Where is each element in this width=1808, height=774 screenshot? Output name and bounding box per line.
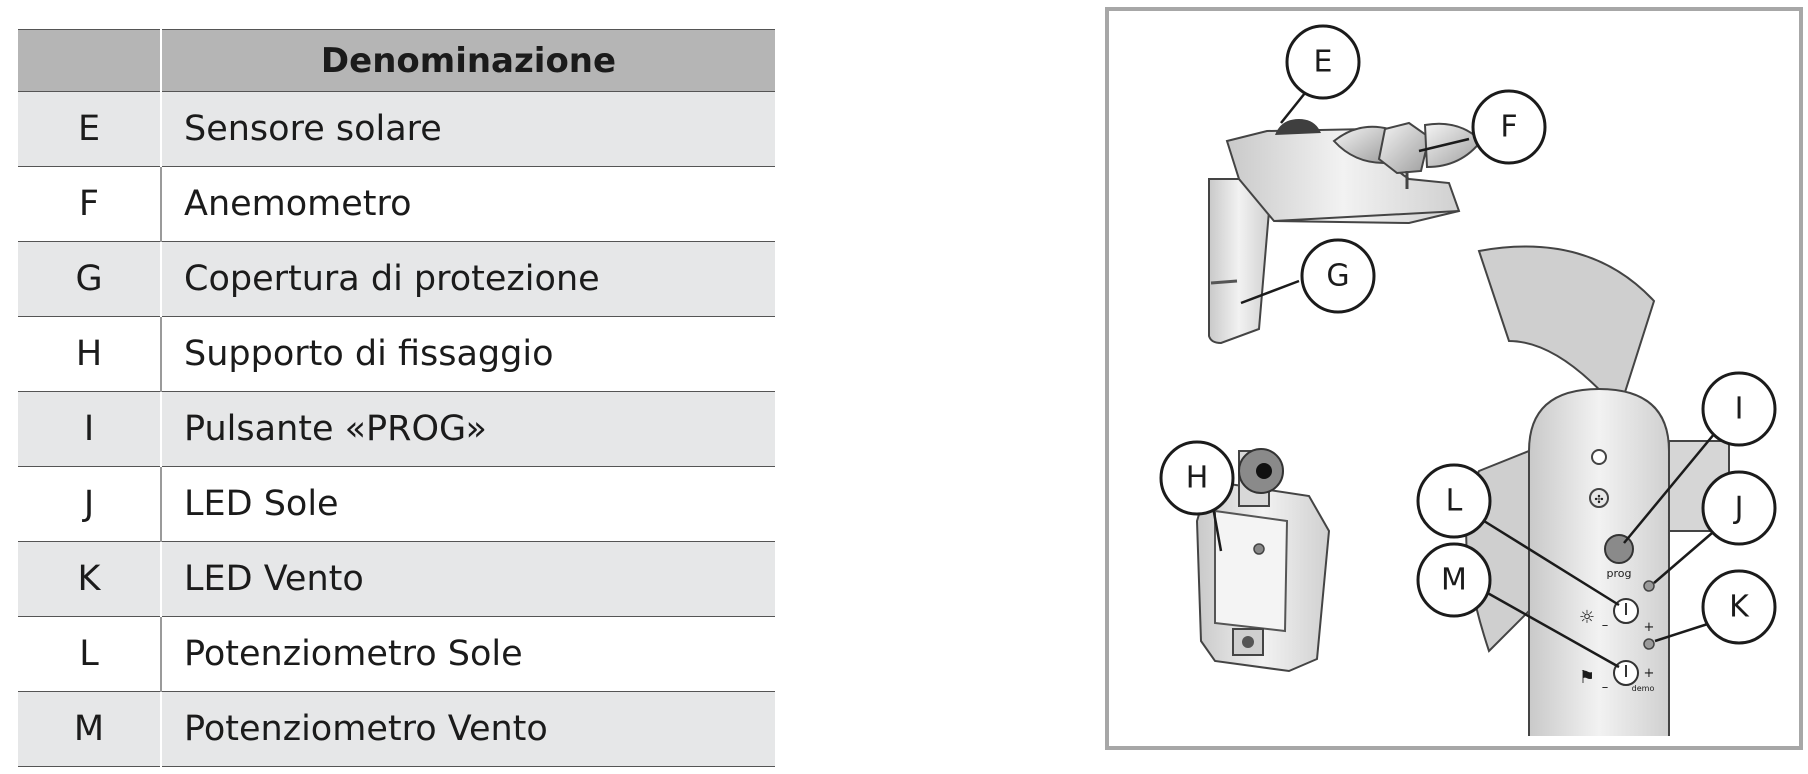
table-row xyxy=(18,692,775,767)
row-label: Potenziometro Sole xyxy=(161,617,775,692)
led-sun xyxy=(1644,581,1654,591)
callout-K xyxy=(1703,571,1775,643)
callout-M xyxy=(1418,544,1490,616)
led-wind xyxy=(1644,639,1654,649)
svg-text:H: H xyxy=(1185,460,1209,496)
row-key: E xyxy=(18,92,161,167)
sun-plus-sign: + xyxy=(1643,620,1655,635)
callout-G xyxy=(1302,240,1374,312)
svg-text:G: G xyxy=(1326,258,1350,294)
row-label: Potenziometro Vento xyxy=(161,692,775,767)
table-row xyxy=(18,617,775,692)
callout-E xyxy=(1287,26,1359,98)
table-row xyxy=(18,542,775,617)
svg-text:F: F xyxy=(1500,109,1518,145)
svg-text:J: J xyxy=(1734,490,1744,526)
device-illustration xyxy=(1105,7,1803,750)
table-row xyxy=(18,467,775,542)
table-row xyxy=(18,392,775,467)
svg-text:L: L xyxy=(1445,483,1463,519)
row-label: Anemometro xyxy=(161,167,775,242)
wind-minus-sign: – xyxy=(1601,680,1609,695)
sun-icon: ☼ xyxy=(1578,607,1596,628)
header-key xyxy=(18,30,161,92)
row-key: M xyxy=(18,692,161,767)
table-row xyxy=(18,242,775,317)
legend-table xyxy=(18,29,775,767)
device-diagram xyxy=(1109,11,1799,746)
prog-button xyxy=(1605,535,1633,563)
callout-I xyxy=(1703,373,1775,445)
row-label: Copertura di protezione xyxy=(161,242,775,317)
row-label: Pulsante «PROG» xyxy=(161,392,775,467)
table-header-row xyxy=(18,30,775,92)
sun-minus-sign: – xyxy=(1601,618,1609,633)
svg-text:E: E xyxy=(1313,44,1333,80)
table-row xyxy=(18,167,775,242)
row-key: G xyxy=(18,242,161,317)
row-key: F xyxy=(18,167,161,242)
control-board xyxy=(1466,247,1729,736)
table-row xyxy=(18,317,775,392)
row-key: K xyxy=(18,542,161,617)
screw-icon: ✣ xyxy=(1594,493,1604,506)
callout-J xyxy=(1703,472,1775,544)
row-key: L xyxy=(18,617,161,692)
demo-label: demo xyxy=(1631,684,1655,693)
header-label: Denominazione xyxy=(161,30,775,92)
wind-flag-icon: ⚑ xyxy=(1578,667,1596,688)
callout-H xyxy=(1161,442,1233,514)
callout-F xyxy=(1473,91,1545,163)
svg-text:I: I xyxy=(1734,391,1744,427)
row-key: J xyxy=(18,467,161,542)
wind-plus-sign: + xyxy=(1643,666,1655,681)
row-label: Sensore solare xyxy=(161,92,775,167)
row-key: I xyxy=(18,392,161,467)
table-row xyxy=(18,92,775,167)
row-label: LED Vento xyxy=(161,542,775,617)
callout-L xyxy=(1418,465,1490,537)
row-label: Supporto di fissaggio xyxy=(161,317,775,392)
row-label: LED Sole xyxy=(161,467,775,542)
row-key: H xyxy=(18,317,161,392)
prog-button-label: prog xyxy=(1606,567,1632,580)
svg-text:K: K xyxy=(1729,589,1749,625)
svg-text:M: M xyxy=(1441,562,1467,598)
